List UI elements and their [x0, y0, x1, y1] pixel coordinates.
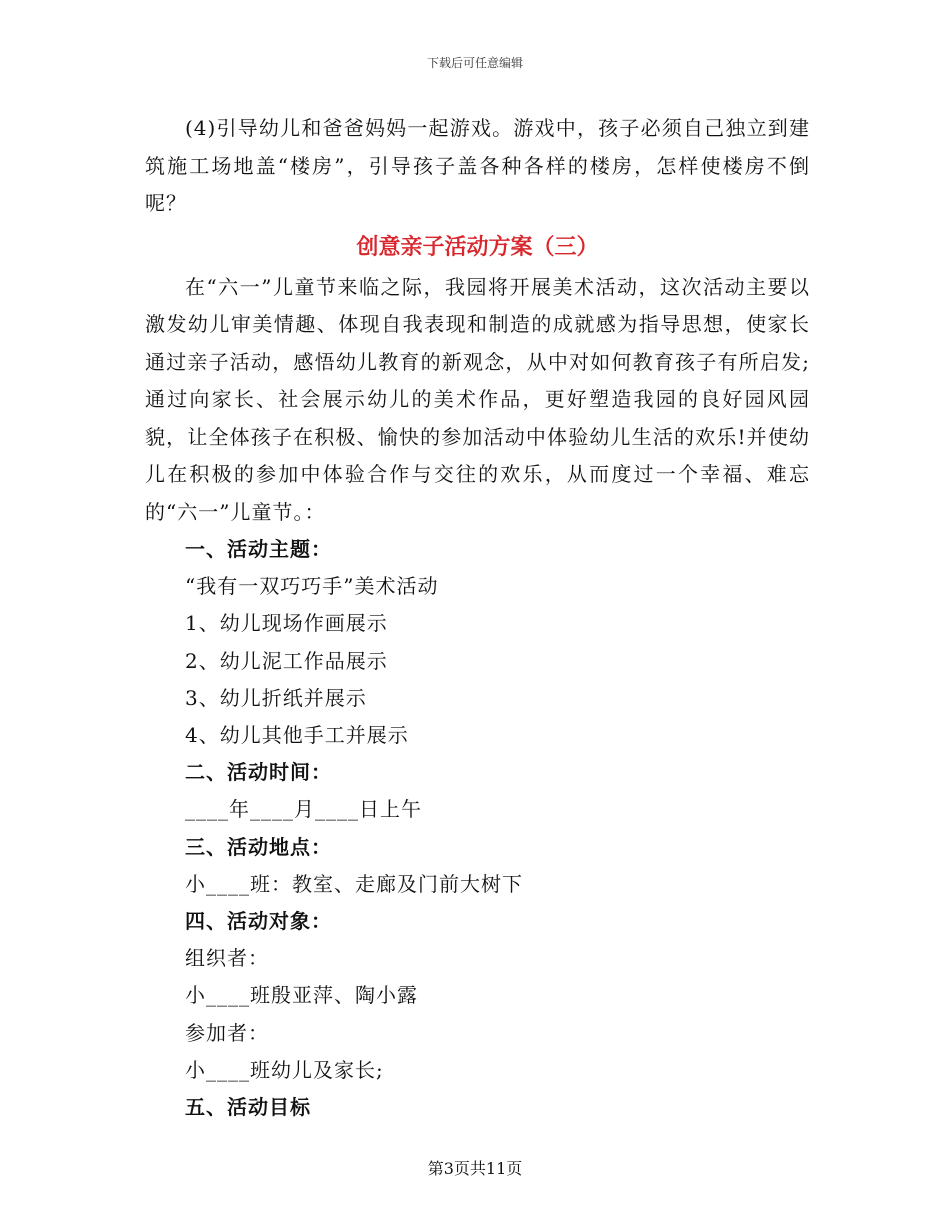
outline-line: 3、幼儿折纸并展示	[185, 685, 367, 710]
section-heading: 四、活动对象：	[185, 909, 332, 934]
outline-line: 4、幼儿其他手工并展示	[185, 723, 409, 748]
outline-list	[145, 531, 810, 1126]
outline-line: 2、幼儿泥工作品展示	[185, 648, 388, 673]
section-heading: 三、活动地点：	[185, 834, 332, 859]
body-paragraph: 在“六一”儿童节来临之际，我园将开展美术活动，这次活动主要以激发幼儿审美情趣、体现自我表现和制造的成就感为指导思想，使家长通过亲子活动，感悟幼儿教育的新观念，从中对如何教育孩子有所启发;通过向家长、社会展示幼儿的美术作品，更好塑造我园的良好园风园貌，让全体孩子在积极、愉快的参加活动中体验幼儿生活的欢乐!并使幼儿在积极的参加中体验合作与交往的欢乐，从而度过一个幸福、难忘的“六一”儿童节。：	[145, 274, 810, 524]
document-body	[145, 110, 810, 1126]
outline-line: 参加者：	[185, 1020, 269, 1045]
outline-line: ____年____月____日上午	[185, 797, 422, 822]
section-title: 创意亲子活动方案（三）	[356, 234, 599, 260]
outline-line: 小____班：教室、走廊及门前大树下	[185, 871, 523, 896]
outline-line: 1、幼儿现场作画展示	[185, 611, 388, 636]
page-footer: 第3页共11页	[427, 1159, 523, 1178]
header-note: 下载后可任意编辑	[426, 56, 523, 70]
section-heading: 一、活动主题：	[185, 537, 332, 561]
outline-line: 小____班殷亚萍、陶小露	[185, 983, 418, 1008]
outline-line: “我有一双巧巧手”美术活动	[185, 574, 439, 599]
intro-paragraph: (4)引导幼儿和爸爸妈妈一起游戏。游戏中，孩子必须自己独立到建筑施工场地盖“楼房”，引导孩子盖各种各样的楼房，怎样使楼房不倒呢？	[145, 116, 810, 215]
section-heading: 二、活动时间：	[185, 760, 332, 785]
outline-line: 小____班幼儿及家长;	[185, 1057, 384, 1082]
outline-line: 组织者：	[185, 946, 269, 971]
section-heading: 五、活动目标	[185, 1095, 311, 1120]
